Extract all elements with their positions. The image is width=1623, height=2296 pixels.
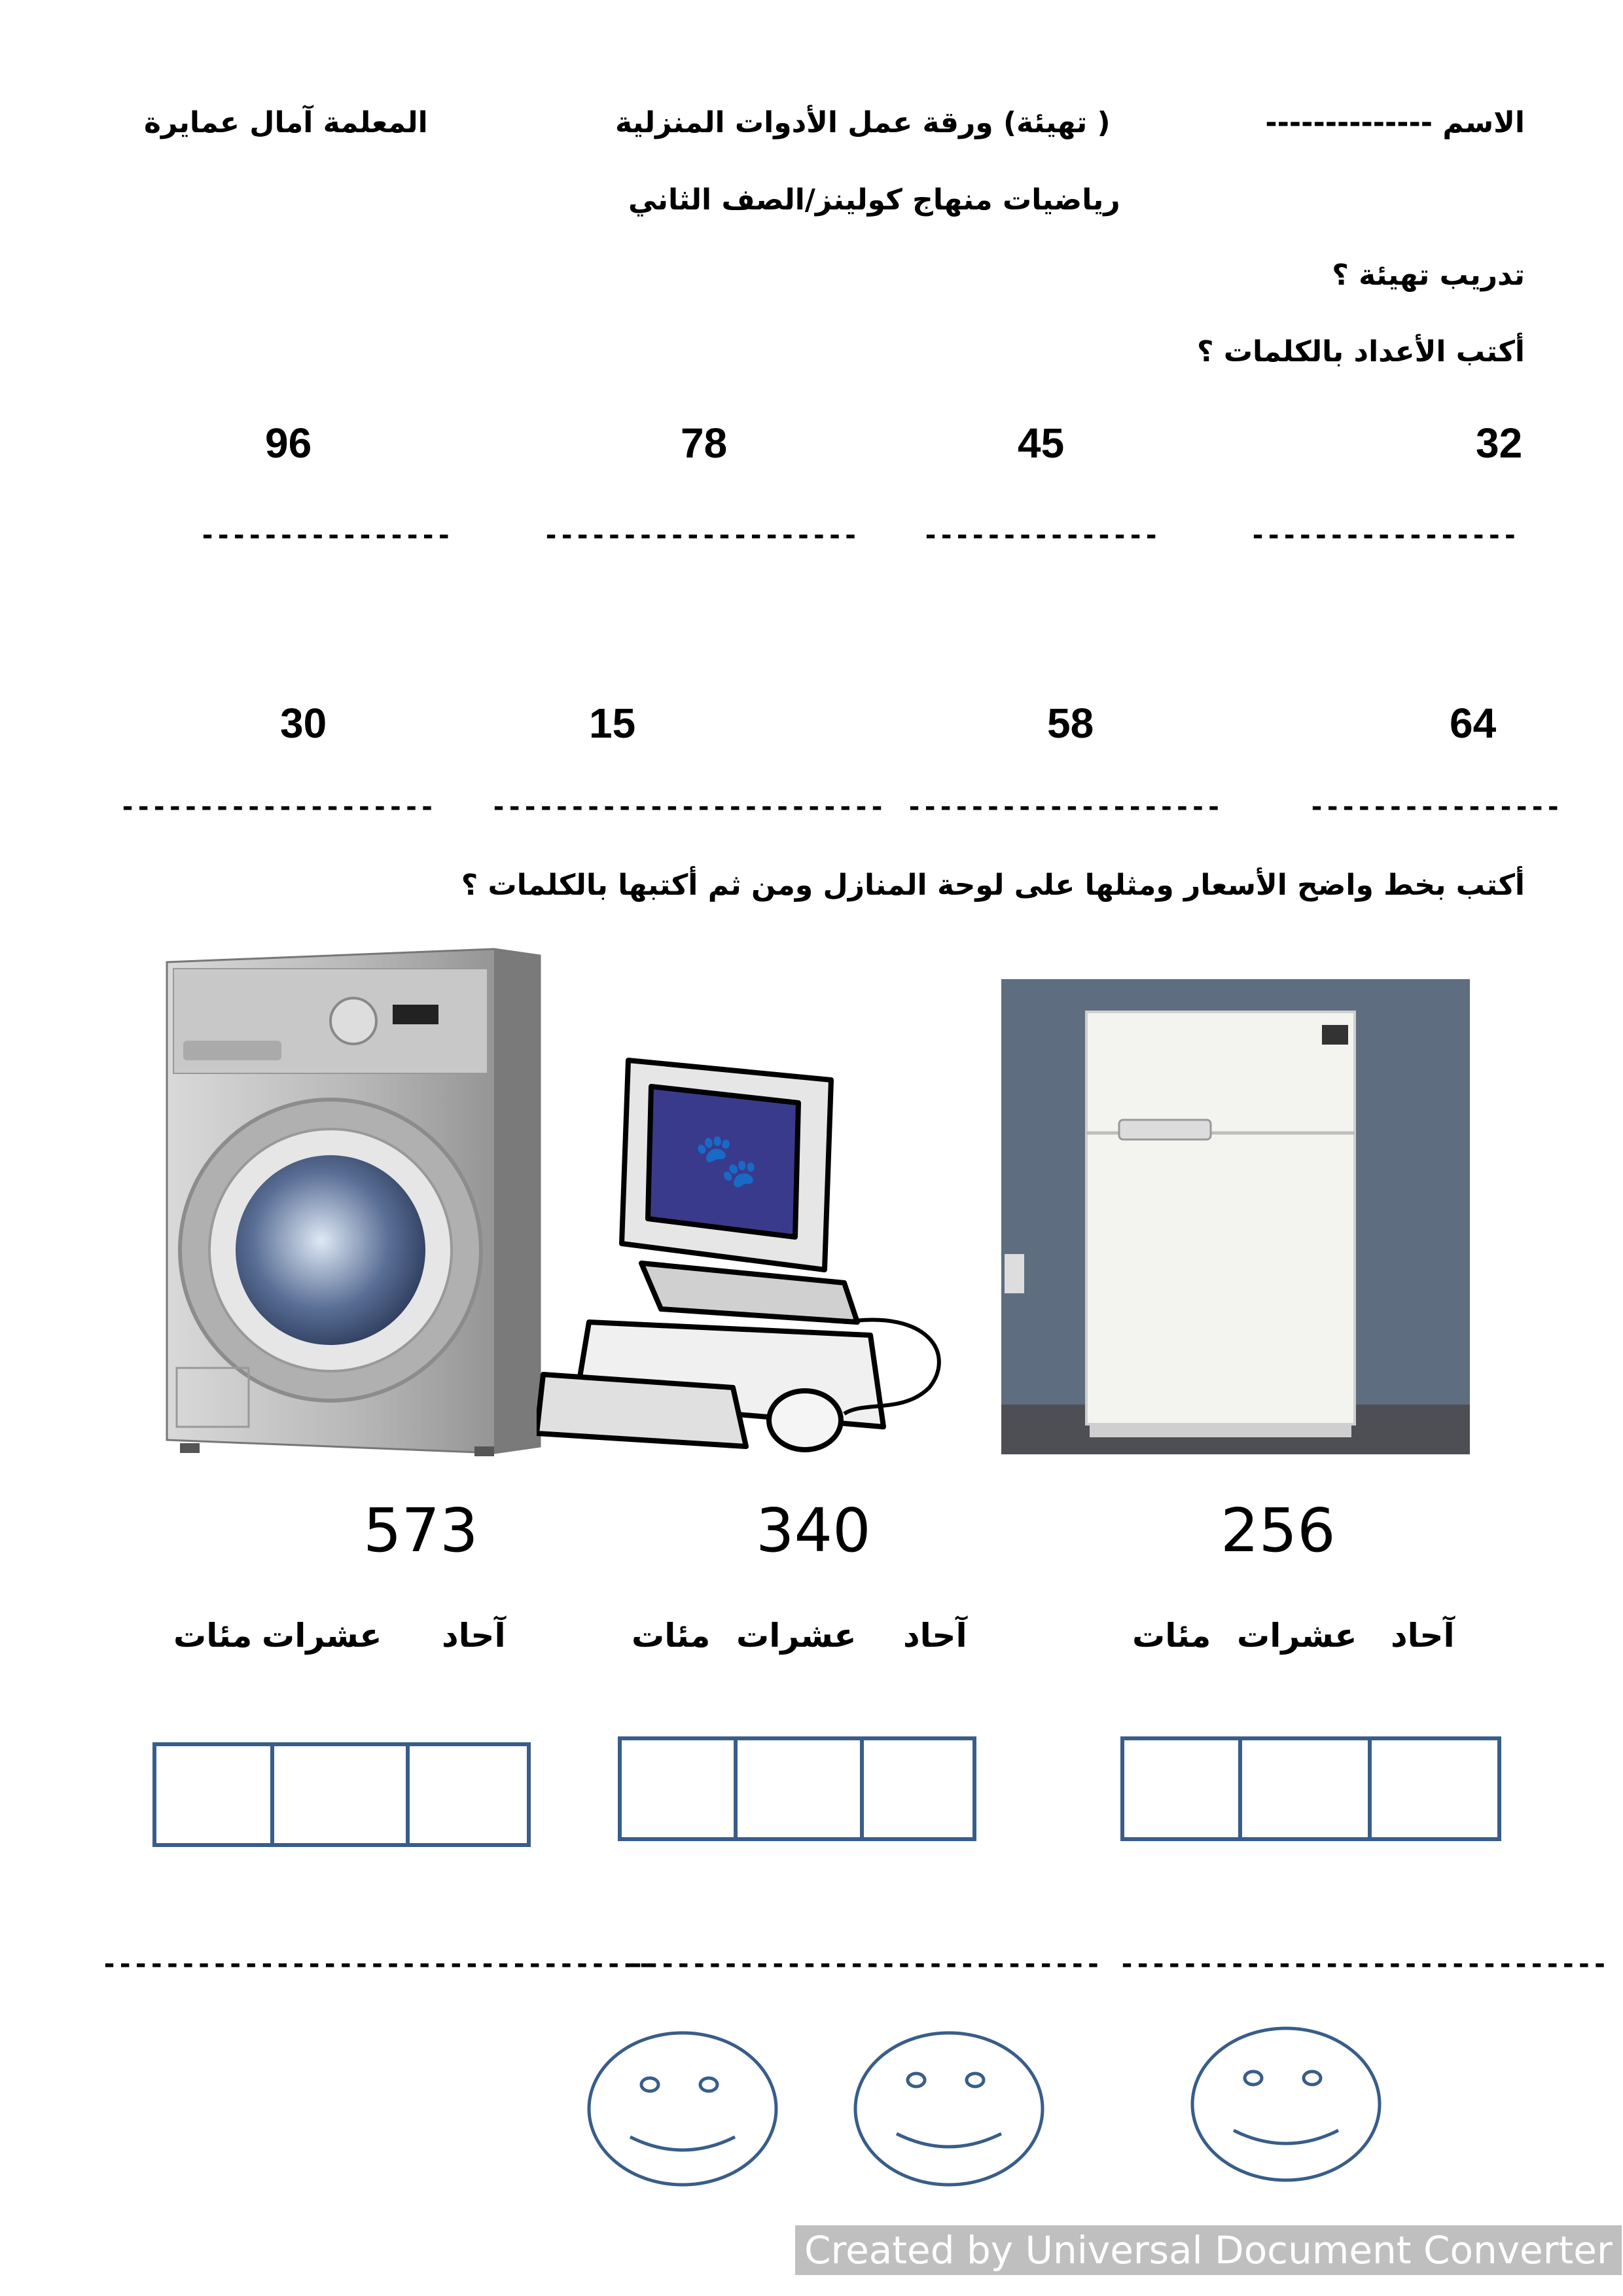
price-refrigerator: 256 <box>1221 1496 1336 1566</box>
refrigerator-image <box>1001 979 1470 1454</box>
label-hundreds-2: مئات <box>632 1617 711 1655</box>
smiley-face-icon <box>851 2029 1047 2189</box>
place-value-board-2[interactable] <box>618 1736 976 1841</box>
label-ones-1: آحاد <box>1391 1617 1455 1655</box>
smiley-face-icon <box>1188 2024 1384 2185</box>
number-15: 15 <box>589 700 636 747</box>
cell-hundreds[interactable] <box>1124 1740 1242 1837</box>
number-30: 30 <box>280 700 327 747</box>
cell-tens[interactable] <box>1242 1740 1372 1837</box>
number-78: 78 <box>681 420 728 467</box>
label-tens-2: عشرات <box>736 1617 857 1655</box>
label-ones-2: آحاد <box>903 1617 967 1655</box>
answer-line-30[interactable]: -------------------- <box>120 792 435 822</box>
cell-ones[interactable] <box>410 1746 527 1843</box>
place-value-board-3[interactable] <box>152 1742 531 1847</box>
cell-hundreds[interactable] <box>156 1746 274 1843</box>
worksheet-subtitle: رياضيات منهاج كولينز/الصف الثاني <box>628 183 1120 217</box>
washing-machine-image <box>154 942 546 1460</box>
cell-tens[interactable] <box>274 1746 410 1843</box>
exercise-heading: تدريب تهيئة ؟ <box>1332 259 1525 292</box>
label-tens-3: عشرات <box>262 1617 382 1655</box>
smiley-face-icon <box>584 2029 781 2189</box>
label-ones-3: آحاد <box>442 1617 506 1655</box>
answer-line-45[interactable]: --------------- <box>923 520 1160 550</box>
label-hundreds-3: مئات <box>173 1617 253 1655</box>
question-1: أكتب الأعداد بالكلمات ؟ <box>1196 335 1525 368</box>
name-field-label: الاسم -------------- <box>1265 106 1525 139</box>
question-2: أكتب بخط واضح الأسعار ومثلها على لوحة المنازل ومن ثم أكتبها بالكلمات ؟ <box>461 869 1525 902</box>
cell-hundreds[interactable] <box>622 1740 738 1837</box>
word-answer-line-2[interactable]: ------------------------------ <box>628 1949 1101 1979</box>
price-washing-machine: 573 <box>363 1496 478 1566</box>
svg-text:🐾: 🐾 <box>694 1130 759 1191</box>
answer-line-78[interactable]: -------------------- <box>543 520 859 550</box>
converter-watermark: Created by Universal Document Converter <box>795 2225 1622 2275</box>
answer-line-32[interactable]: ----------------- <box>1250 520 1518 550</box>
word-answer-line-1[interactable]: ------------------------------- <box>1119 1949 1608 1979</box>
number-32: 32 <box>1476 420 1523 467</box>
answer-line-58[interactable]: -------------------- <box>906 792 1222 822</box>
number-45: 45 <box>1018 420 1065 467</box>
word-answer-line-3[interactable]: ----------------------------------- <box>101 1949 653 1979</box>
cell-ones[interactable] <box>864 1740 973 1837</box>
worksheet-title: ( تهيئة) ورقة عمل الأدوات المنزلية <box>615 106 1111 139</box>
number-64: 64 <box>1450 700 1497 747</box>
computer-image <box>537 1047 1008 1453</box>
place-value-board-1[interactable] <box>1120 1736 1501 1841</box>
answer-line-15[interactable]: ------------------------- <box>491 792 885 822</box>
cell-ones[interactable] <box>1372 1740 1497 1837</box>
answer-line-96[interactable]: ---------------- <box>200 520 452 550</box>
teacher-name: المعلمة آمال عمايرة <box>144 106 428 139</box>
number-58: 58 <box>1047 700 1094 747</box>
cell-tens[interactable] <box>738 1740 863 1837</box>
label-hundreds-1: مئات <box>1132 1617 1211 1655</box>
price-computer: 340 <box>756 1496 871 1566</box>
answer-line-64[interactable]: ---------------- <box>1309 792 1561 822</box>
number-96: 96 <box>265 420 312 467</box>
label-tens-1: عشرات <box>1237 1617 1357 1655</box>
